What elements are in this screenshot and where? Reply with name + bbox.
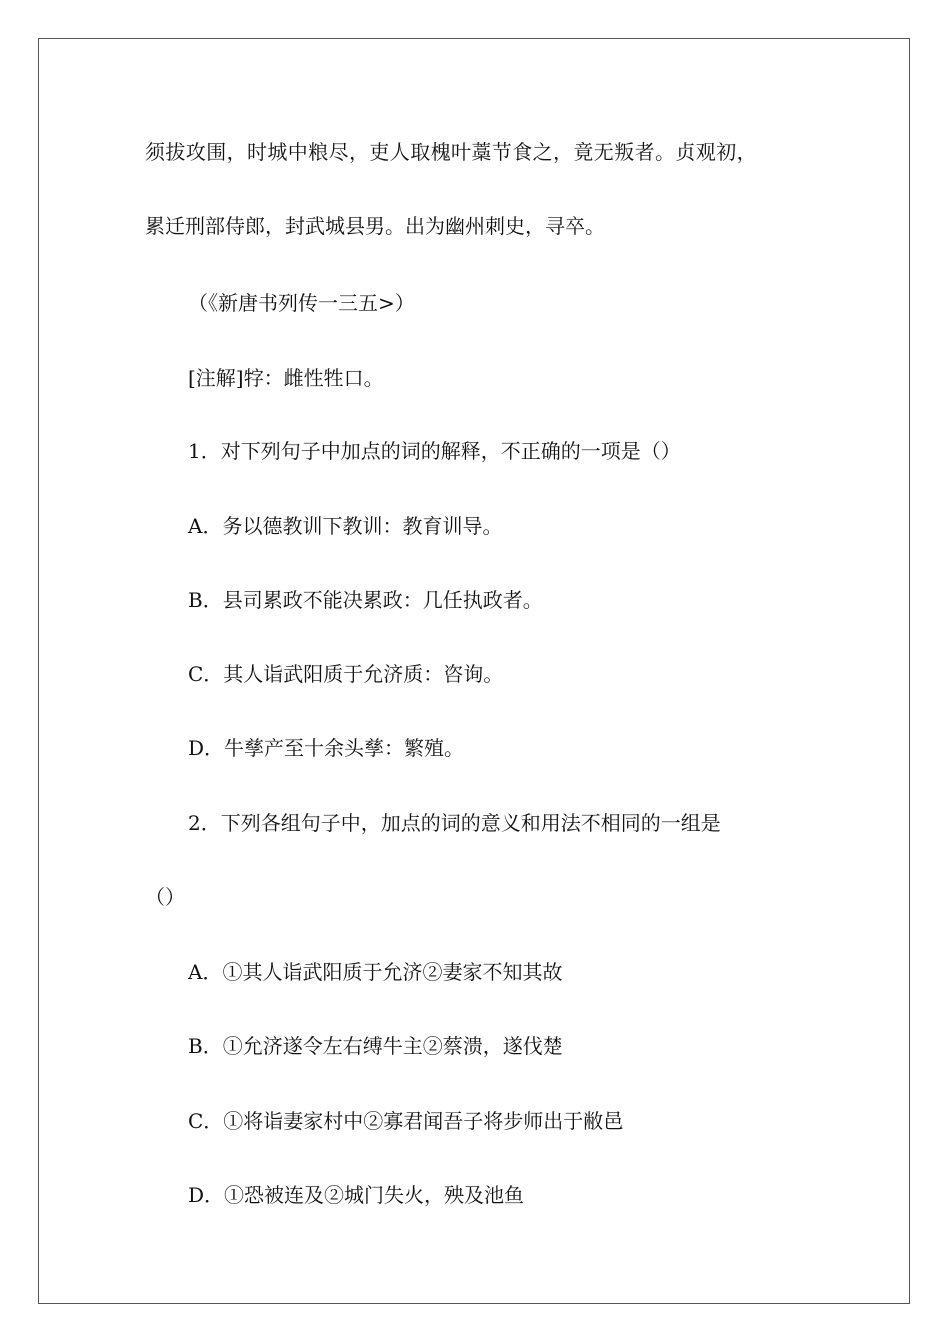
- question-2-option-b: B．①允济遂令左右缚牛主②蔡溃，遂伐楚: [188, 1034, 563, 1058]
- question-2-option-c: C．①将诣妻家村中②寡君闻吾子将步师出于敝邑: [188, 1109, 624, 1133]
- question-2-option-a: A．①其人诣武阳质于允济②妻家不知其故: [188, 960, 563, 984]
- question-1-option-d: D．牛孳产至十余头孳：繁殖。: [188, 736, 465, 760]
- source-citation: （《新唐书列传一三五>）: [188, 291, 415, 315]
- question-2-stem: 2．下列各组句子中，加点的词的意义和用法不相同的一组是: [188, 811, 721, 835]
- body-text-line: 须拔攻围，时城中粮尽，吏人取槐叶藁节食之，竟无叛者。贞观初，: [145, 140, 757, 164]
- question-1-option-b: B．县司累政不能决累政：几任执政者。: [188, 588, 543, 612]
- question-1-option-a: A．务以德教训下教训：教育训导。: [188, 514, 503, 538]
- question-2-stem-continued: （）: [145, 885, 185, 909]
- question-1-option-c: C．其人诣武阳质于允济质：咨询。: [188, 662, 504, 686]
- question-1-stem: 1．对下列句子中加点的词的解释，不正确的一项是（）: [188, 439, 681, 463]
- question-2-option-d: D．①恐被连及②城门失火，殃及池鱼: [188, 1183, 525, 1207]
- annotation-note: [注解]牸：雌性牲口。: [188, 366, 384, 390]
- body-text-line: 累迁刑部侍郎，封武城县男。出为幽州刺史，寻卒。: [145, 214, 605, 238]
